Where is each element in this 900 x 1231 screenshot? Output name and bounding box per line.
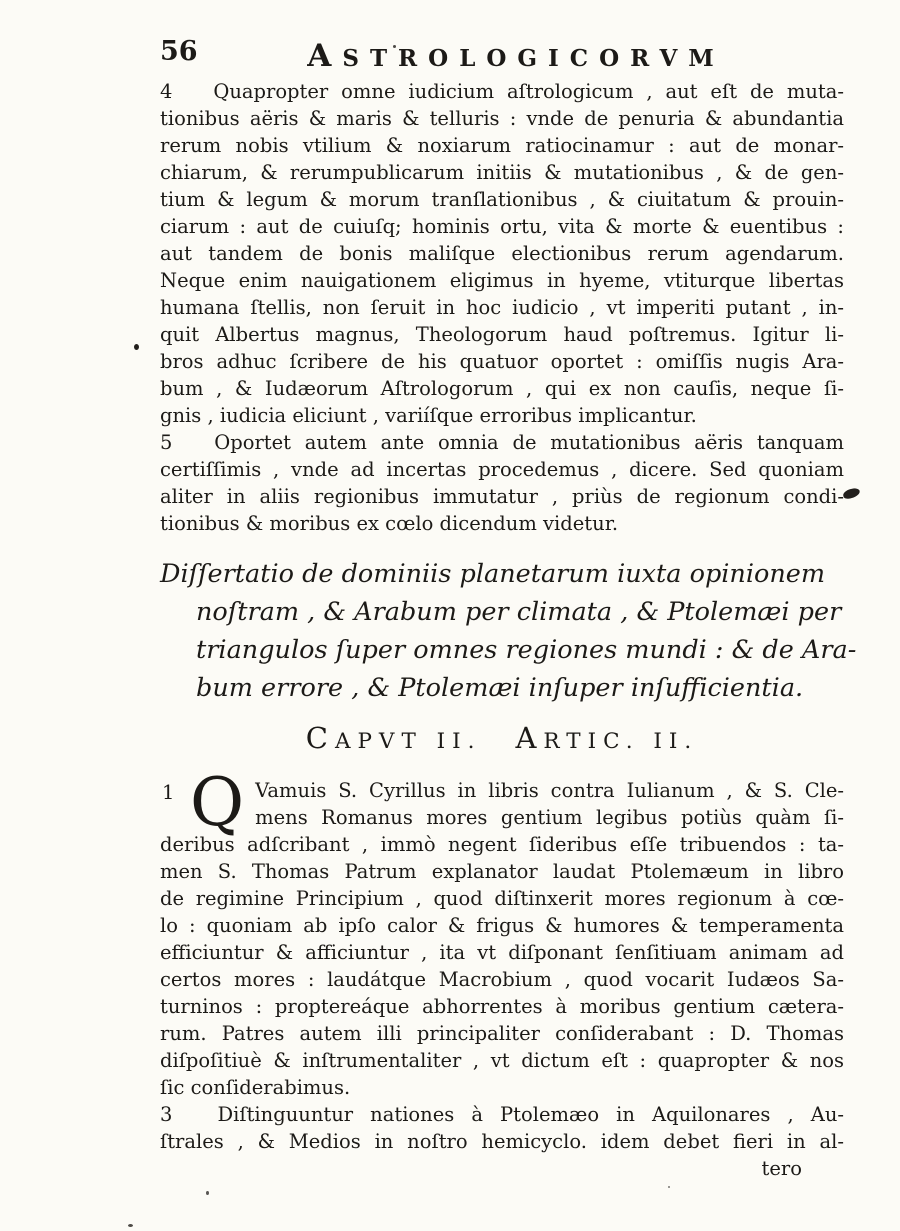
paragraph-4 bbox=[160, 78, 844, 429]
text-line-content: Oportet autem ante omnia de mutationibus aëris tanquam bbox=[214, 431, 844, 454]
paragraph-number: 4 bbox=[160, 80, 173, 103]
paragraph-3 bbox=[160, 1101, 844, 1155]
ink-blot bbox=[134, 344, 139, 350]
chapter-heading-caput: CAPVT II. bbox=[305, 721, 482, 755]
drop-cap: Q bbox=[190, 764, 245, 841]
running-title-wrap bbox=[174, 38, 858, 74]
running-title: ASTROLOGICORVM bbox=[307, 38, 725, 74]
text-line: certiſſimis , vnde ad incertas procedemus , dicere. Sed quoniam bbox=[160, 458, 844, 481]
text-line: tium & legum & morum tranſlationibus , & ciuitatum & prouin- bbox=[160, 188, 844, 211]
text-line: bum , & Iudæorum Aſtrologorum , qui ex non cauſis, neque ſi- bbox=[160, 377, 844, 400]
text-line bbox=[160, 1101, 844, 1128]
text-line: tionibus & moribus ex cœlo dicendum videtur. bbox=[160, 512, 619, 535]
chapter-heading bbox=[160, 723, 844, 757]
text-line: Vamuis S. Cyrillus in libris contra Iulianum , & S. Cle- bbox=[255, 779, 844, 802]
text-line-content: Quapropter omne iudicium aſtrologicum , aut eſt de muta- bbox=[213, 80, 844, 103]
text-line: certos mores : laudátque Macrobium , quod vocarit Iudæos Sa- bbox=[160, 968, 844, 991]
catchword-row bbox=[160, 1155, 844, 1182]
text-line-content: Diſtinguuntur nationes à Ptolemæo in Aquilonares , Au- bbox=[217, 1103, 844, 1126]
heading-line: noſtram , & Arabum per climata , & Ptolemæi per bbox=[196, 597, 842, 627]
heading-line: triangulos ſuper omnes regiones mundi : & de Ara- bbox=[196, 635, 857, 665]
text-line: ſic conſiderabimus. bbox=[160, 1076, 351, 1099]
paragraph-5 bbox=[160, 429, 844, 537]
text-line: bros adhuc ſcribere de his quatuor oportet : omiſſis nugis Ara- bbox=[160, 350, 844, 373]
text-line: turninos : proptereáque abhorrentes à moribus gentium cætera- bbox=[160, 995, 844, 1018]
text-block bbox=[160, 36, 857, 1182]
text-line: ſtrales , & Medios in noſtro hemicyclo. idem debet fieri in al- bbox=[160, 1130, 844, 1153]
text-line: aliter in aliis regionibus immutatur , priùs de regionum condi- bbox=[160, 485, 844, 508]
paragraph-number: 5 bbox=[160, 431, 173, 454]
text-line: mens Romanus mores gentium legibus potiùs quàm ſi- bbox=[255, 806, 844, 829]
heading-line: bum errore , & Ptolemæi inſuper inſufficientia. bbox=[196, 673, 804, 703]
text-line bbox=[160, 78, 844, 105]
text-line: deribus adſcribant , immò negent ſideribus eſſe tribuendos : ta- bbox=[160, 833, 844, 856]
section-heading-italic bbox=[160, 555, 857, 707]
page-number: 56 bbox=[160, 36, 198, 67]
catchword: tero bbox=[761, 1157, 802, 1180]
chapter-heading-artic: ARTIC. II. bbox=[515, 721, 699, 755]
text-line: chiarum, & rerumpublicarum initiis & mutationibus , & de gen- bbox=[160, 161, 844, 184]
paragraph-number: 1 bbox=[162, 781, 175, 804]
running-head bbox=[160, 36, 844, 78]
text-line: efficiuntur & afficiuntur , ita vt diſponant ſenſitiuam animam ad bbox=[160, 941, 844, 964]
text-line: Neque enim nauigationem eligimus in hyeme, vtiturque libertas bbox=[160, 269, 844, 292]
text-line: humana ſtellis, non ſeruit in hoc iudicio , vt imperiti putant , in- bbox=[160, 296, 844, 319]
text-line: aut tandem de bonis maliſque electionibus rerum agendarum. bbox=[160, 242, 844, 265]
text-line: rum. Patres autem illi principaliter conſiderabant : D. Thomas bbox=[160, 1022, 844, 1045]
heading-line: Diſſertatio de dominiis planetarum iuxta opinionem bbox=[160, 559, 826, 589]
paragraph-1 bbox=[160, 764, 844, 1101]
text-line: de regimine Principium , quod diſtinxerit mores regionum à cœ- bbox=[160, 887, 844, 910]
text-line: ciarum : aut de cuiuſq; hominis ortu, vita & morte & euentibus : bbox=[160, 215, 844, 238]
ink-blot bbox=[842, 487, 861, 500]
ink-speck bbox=[128, 1224, 133, 1227]
text-line bbox=[160, 429, 844, 456]
paragraph-number: 3 bbox=[160, 1103, 173, 1126]
text-line: gnis , iudicia eliciunt , variíſque erroribus implicantur. bbox=[160, 404, 697, 427]
text-line: men S. Thomas Patrum explanator laudat Ptolemæum in libro bbox=[160, 860, 844, 883]
text-line: lo : quoniam ab ipſo calor & frigus & humores & temperamenta bbox=[160, 914, 844, 937]
ink-speck bbox=[668, 1186, 670, 1188]
text-line: diſpoſitiuè & inſtrumentaliter , vt dictum eſt : quapropter & nos bbox=[160, 1049, 844, 1072]
text-line: rerum nobis vtilium & noxiarum ratiocinamur : aut de monar- bbox=[160, 134, 844, 157]
ink-speck bbox=[206, 1191, 209, 1195]
text-line: quit Albertus magnus, Theologorum haud poſtremus. Igitur li- bbox=[160, 323, 844, 346]
text-line: tionibus aëris & maris & telluris : vnde de penuria & abundantia bbox=[160, 107, 844, 130]
